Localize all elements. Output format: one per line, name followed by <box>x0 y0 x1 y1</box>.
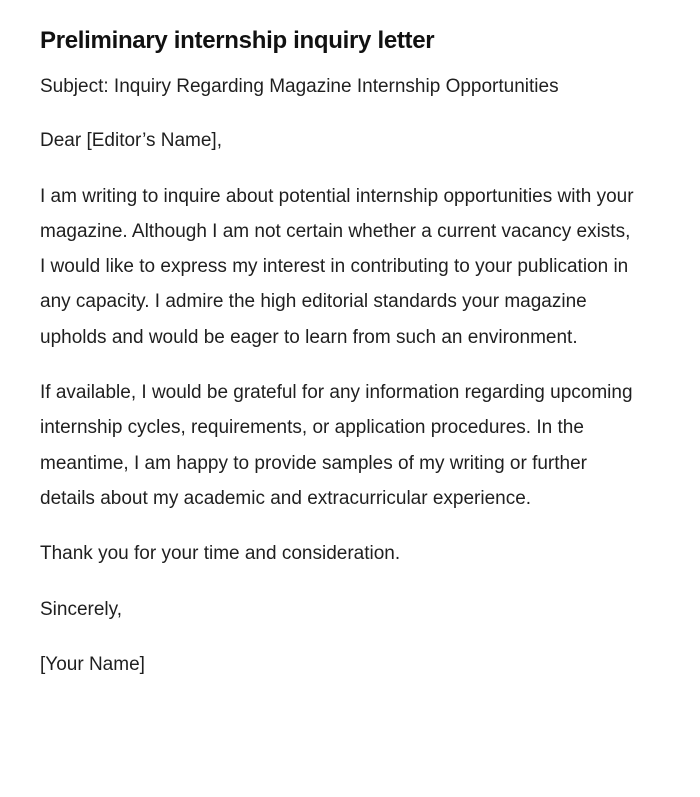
letter-salutation: Dear [Editor’s Name], <box>40 130 222 152</box>
letter-signature: [Your Name] <box>40 653 145 675</box>
letter-paragraph-1: I am writing to inquire about potential internship opportunities with your magazine. Although I am not certain whether a current vacancy exists, I would like to express my interest in contributing to your publication in any capacity. I admire the high editorial standards your magazine upholds and would be eager to learn from such an environment. <box>40 185 634 348</box>
letter-thanks: Thank you for your time and consideration. <box>40 543 401 565</box>
letter-subject: Subject: Inquiry Regarding Magazine Internship Opportunities <box>40 76 559 97</box>
letter-closing: Sincerely, <box>40 598 123 620</box>
letter-title: Preliminary internship inquiry letter <box>40 27 435 54</box>
letter-paragraph-2: If available, I would be grateful for any information regarding upcoming internship cycles, requirements, or application procedures. In the meantime, I am happy to provide samples of my writing or further details about my academic and extracurricular experience. <box>40 382 633 509</box>
